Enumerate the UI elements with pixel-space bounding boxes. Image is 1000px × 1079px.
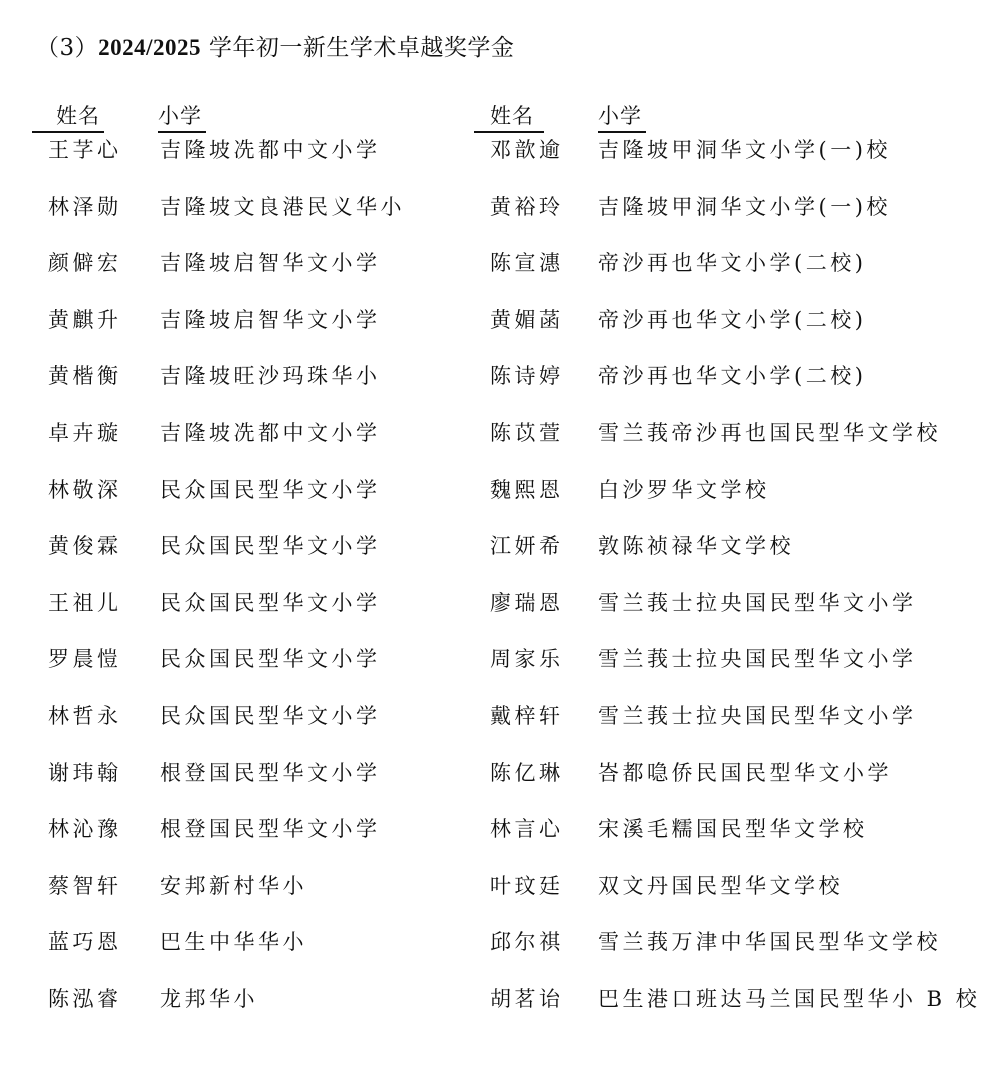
school-name: 白沙罗华文学校 — [598, 477, 770, 502]
title-prefix: （3） — [36, 35, 99, 61]
student-name: 颜僻宏 — [48, 251, 122, 276]
school-name: 民众国民型华文小学 — [160, 647, 381, 672]
student-name: 陈亿琳 — [490, 760, 564, 785]
school-name: 帝沙再也华文小学(二校) — [598, 364, 867, 389]
school-name: 帝沙再也华文小学(二校) — [598, 307, 867, 332]
school-name: 龙邦华小 — [160, 986, 258, 1011]
school-name: 吉隆坡甲洞华文小学(一)校 — [598, 138, 891, 162]
school-name: 吉隆坡冼都中文小学 — [160, 138, 381, 162]
student-name: 林敬深 — [48, 477, 122, 502]
student-name: 卓卉璇 — [48, 420, 122, 445]
student-name: 邓歆逾 — [490, 138, 564, 162]
school-name: 根登国民型华文小学 — [160, 817, 381, 842]
school-name: 民众国民型华文小学 — [160, 703, 381, 728]
school-name: 雪兰莪万津中华国民型华文学校 — [598, 930, 941, 955]
school-name: 民众国民型华文小学 — [160, 534, 381, 559]
school-name: 民众国民型华文小学 — [160, 477, 381, 502]
school-name: 双文丹国民型华文学校 — [598, 873, 843, 898]
school-name: 吉隆坡启智华文小学 — [160, 251, 381, 276]
school-header: 小学 — [598, 104, 642, 128]
school-header: 小学 — [158, 104, 202, 128]
student-name: 林泽勋 — [48, 194, 122, 219]
student-name: 叶玟廷 — [490, 873, 564, 898]
school-name: 帝沙再也华文小学(二校) — [598, 251, 867, 276]
school-name: 吉隆坡启智华文小学 — [160, 307, 381, 332]
student-name: 江妍希 — [490, 534, 564, 559]
student-name: 林言心 — [490, 817, 564, 842]
student-name: 罗晨愷 — [48, 647, 122, 672]
student-name: 黄媚菡 — [490, 307, 564, 332]
student-name: 王芓心 — [48, 138, 122, 162]
school-name: 吉隆坡文良港民义华小 — [160, 194, 405, 219]
student-name: 戴梓轩 — [490, 703, 564, 728]
student-name: 陈苡萱 — [490, 420, 564, 445]
student-name: 谢玮翰 — [48, 760, 122, 785]
document-title — [36, 33, 514, 63]
student-name: 周家乐 — [490, 647, 564, 672]
student-name: 陈诗婷 — [490, 364, 564, 389]
school-name: 根登国民型华文小学 — [160, 760, 381, 785]
title-year: 2024/2025 — [98, 35, 202, 60]
student-name: 邱尔祺 — [490, 930, 564, 955]
school-name: 安邦新村华小 — [160, 873, 307, 898]
name-header: 姓名 — [490, 104, 534, 128]
student-name: 黄楷衡 — [48, 364, 122, 389]
school-header-underline — [158, 131, 206, 133]
student-name: 胡茗诒 — [490, 986, 564, 1011]
student-name: 廖瑞恩 — [490, 590, 564, 615]
student-name: 林哲永 — [48, 703, 122, 728]
school-name: 民众国民型华文小学 — [160, 590, 381, 615]
school-name: 吉隆坡冼都中文小学 — [160, 420, 381, 445]
school-name: 吉隆坡甲洞华文小学(一)校 — [598, 194, 891, 219]
student-name: 蓝巧恩 — [48, 930, 122, 955]
school-name: 吉隆坡旺沙玛珠华小 — [160, 364, 381, 389]
school-name: 雪兰莪士拉央国民型华文小学 — [598, 647, 917, 672]
student-name: 黄麒升 — [48, 307, 122, 332]
school-name: 敦陈祯禄华文学校 — [598, 534, 794, 559]
name-header: 姓名 — [56, 104, 100, 128]
name-header-underline — [474, 131, 544, 133]
student-name: 黄俊霖 — [48, 534, 122, 559]
school-name: 巴生港口班达马兰国民型华小 B 校 — [598, 986, 981, 1011]
student-name: 黄裕玲 — [490, 194, 564, 219]
student-name: 陈宣潓 — [490, 251, 564, 276]
student-name: 蔡智轩 — [48, 873, 122, 898]
student-name: 陈泓睿 — [48, 986, 122, 1011]
student-name: 林沁豫 — [48, 817, 122, 842]
school-header-underline — [598, 131, 646, 133]
school-name: 雪兰莪士拉央国民型华文小学 — [598, 703, 917, 728]
school-name: 雪兰莪帝沙再也国民型华文学校 — [598, 420, 941, 445]
school-name: 宋溪毛糯国民型华文学校 — [598, 817, 868, 842]
school-name: 雪兰莪士拉央国民型华文小学 — [598, 590, 917, 615]
school-name: 峇都喼侨民国民型华文小学 — [598, 760, 892, 785]
school-name: 巴生中华华小 — [160, 930, 307, 955]
student-name: 魏熙恩 — [490, 477, 564, 502]
name-header-underline — [32, 131, 104, 133]
student-name: 王祖儿 — [48, 590, 122, 615]
title-text: 学年初一新生学术卓越奖学金 — [201, 35, 515, 61]
